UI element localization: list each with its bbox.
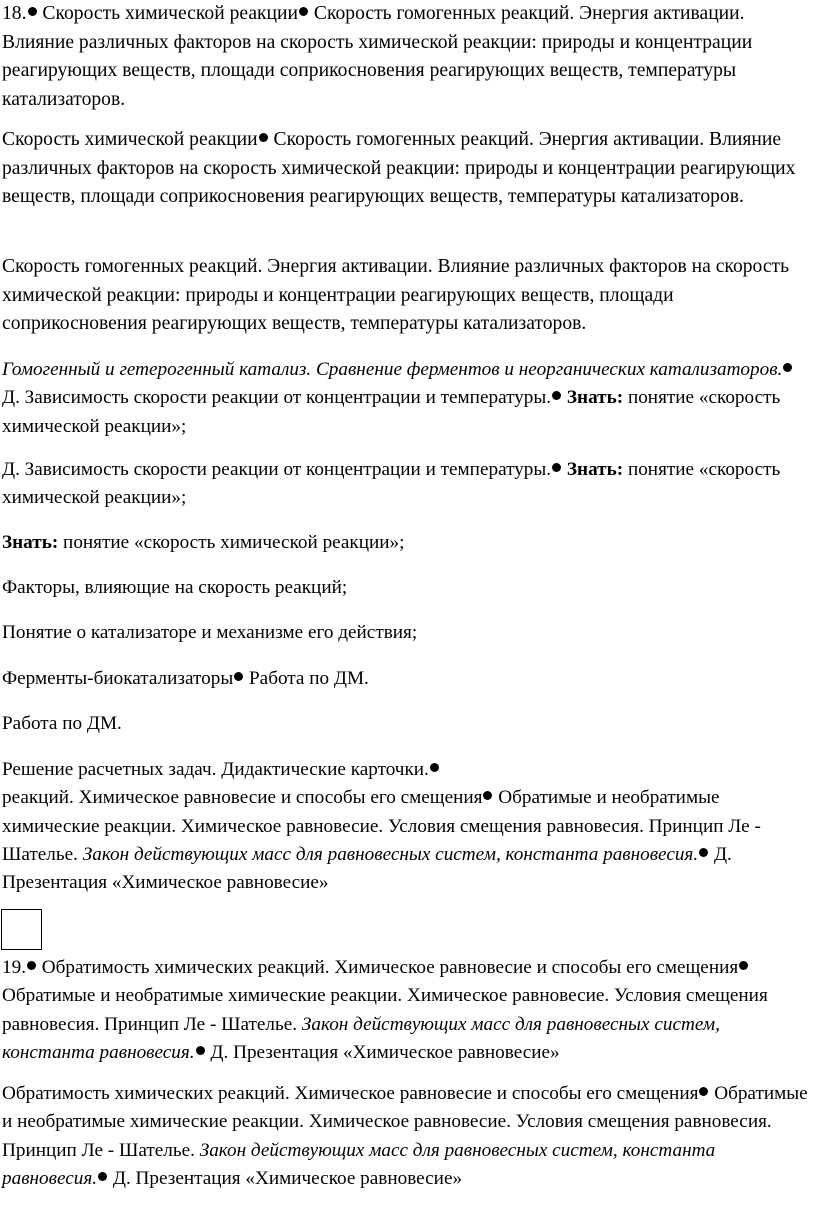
bullet-icon <box>299 7 308 16</box>
topic-title: Обратимость химических реакций. Химическое равновесие и способы его смещения <box>2 1083 699 1104</box>
bullet-icon <box>699 848 708 857</box>
demo-text: Д. Зависимость скорости реакции от концентрации и температуры. <box>2 387 552 409</box>
paragraph-catalysis <box>2 356 814 441</box>
know-label: Знать: <box>2 532 59 553</box>
bullet-icon <box>196 1046 205 1055</box>
presentation-text: Д. Презентация «Химическое равновесие» <box>210 1042 560 1064</box>
know-text: понятие «скорость химической реакции»; <box>2 459 781 509</box>
topic-text: Скорость гомогенных реакций. Энергия активации. Влияние различных факторов на скорость химической реакции: природы и концентрации реагирующих веществ, площади соприкосновения реагирующих веществ, температуры катализаторов. <box>2 3 753 110</box>
work-text: Работа по ДМ. <box>2 713 122 734</box>
know-label: Знать: <box>566 387 624 409</box>
catalyst-text: Понятие о катализаторе и механизме его действия; <box>2 622 418 643</box>
mass-action-text: Закон действующих масс для равновесных систем, константа равновесия. <box>82 843 699 865</box>
item-number: 18. <box>2 3 27 24</box>
item-number: 19. <box>2 957 26 978</box>
demo-text: Д. Зависимость скорости реакции от концентрации и температуры. <box>2 459 552 480</box>
bullet-icon <box>783 363 792 372</box>
bullet-icon <box>699 1087 708 1096</box>
paragraph-know <box>2 529 814 558</box>
factors-text: Факторы, влияющие на скорость реакций; <box>2 577 348 598</box>
bullet-icon <box>430 763 439 772</box>
paragraph-work <box>2 710 814 739</box>
paragraph-enzymes <box>2 665 814 694</box>
paragraph-catalyst <box>2 619 814 648</box>
bullet-icon <box>739 961 748 970</box>
paragraph-18-title <box>2 0 814 114</box>
bullet-icon <box>234 672 243 681</box>
paragraph-topic-repeat <box>2 126 814 212</box>
catalysis-text: Гомогенный и гетерогенный катализ. Сравнение ферментов и неорганических катализаторов. <box>2 359 783 380</box>
enzymes-text: Ферменты-биокатализаторы <box>2 668 234 689</box>
equilibrium-text: Обратимые и необратимые химические реакции. Химическое равновесие. Условия смещения равновесия. Принцип Ле - Шателье. <box>2 985 768 1035</box>
paragraph-19-title <box>2 954 814 1068</box>
topic-text: Скорость гомогенных реакций. Энергия активации. Влияние различных факторов на скорость химической реакции: природы и концентрации реагирующих веществ, площади соприкосновения реагирующих веществ, температуры катализаторов. <box>2 129 796 207</box>
topic-title: Скорость химической реакции <box>2 129 258 150</box>
equilibrium-title: реакций. Химическое равновесие и способы его смещения <box>2 787 483 809</box>
presentation-text: Д. Презентация «Химическое равновесие» <box>112 1168 463 1190</box>
paragraph-content <box>2 253 814 339</box>
bullet-icon <box>552 463 561 472</box>
paragraph-factors <box>2 574 814 603</box>
paragraph-demo <box>2 456 814 513</box>
content-text: Скорость гомогенных реакций. Энергия активации. Влияние различных факторов на скорость химической реакции: природы и концентрации реагирующих веществ, площади соприкосновения реагирующих веществ, температуры катализаторов. <box>2 256 790 334</box>
bullet-icon <box>27 961 36 970</box>
know-label: Знать: <box>566 459 624 480</box>
paragraph-reversibility <box>2 1080 814 1194</box>
bullet-icon <box>483 791 492 800</box>
know-text: понятие «скорость химической реакции»; <box>2 387 781 437</box>
bullet-icon <box>98 1172 107 1181</box>
table-cell-box <box>1 909 42 950</box>
topic-title: Обратимость химических реакций. Химическое равновесие и способы его смещения <box>41 957 739 978</box>
bullet-icon <box>552 391 561 400</box>
tasks-text: Решение расчетных задач. Дидактические карточки. <box>2 759 429 780</box>
presentation-text: Д. Презентация «Химическое равновесие» <box>2 843 732 894</box>
mass-action-text: Закон действующих масс для равновесных систем, константа равновесия. <box>2 1013 720 1064</box>
equilibrium-text: Обратимые и необратимые химические реакции. Химическое равновесие. Условия смещения равновесия. Принцип Ле - Шателье. <box>2 787 761 865</box>
equilibrium-text: Обратимые и необратимые химические реакции. Химическое равновесие. Условия смещения равновесия. Принцип Ле - Шателье. <box>2 1083 808 1161</box>
paragraph-tasks <box>2 756 814 897</box>
know-text: понятие «скорость химической реакции»; <box>58 532 405 553</box>
bullet-icon <box>28 7 37 16</box>
mass-action-text: Закон действующих масс для равновесных систем, константа равновесия. <box>2 1139 716 1190</box>
topic-title: Скорость химической реакции <box>42 3 298 24</box>
bullet-icon <box>259 133 268 142</box>
work-text: Работа по ДМ. <box>249 668 369 689</box>
